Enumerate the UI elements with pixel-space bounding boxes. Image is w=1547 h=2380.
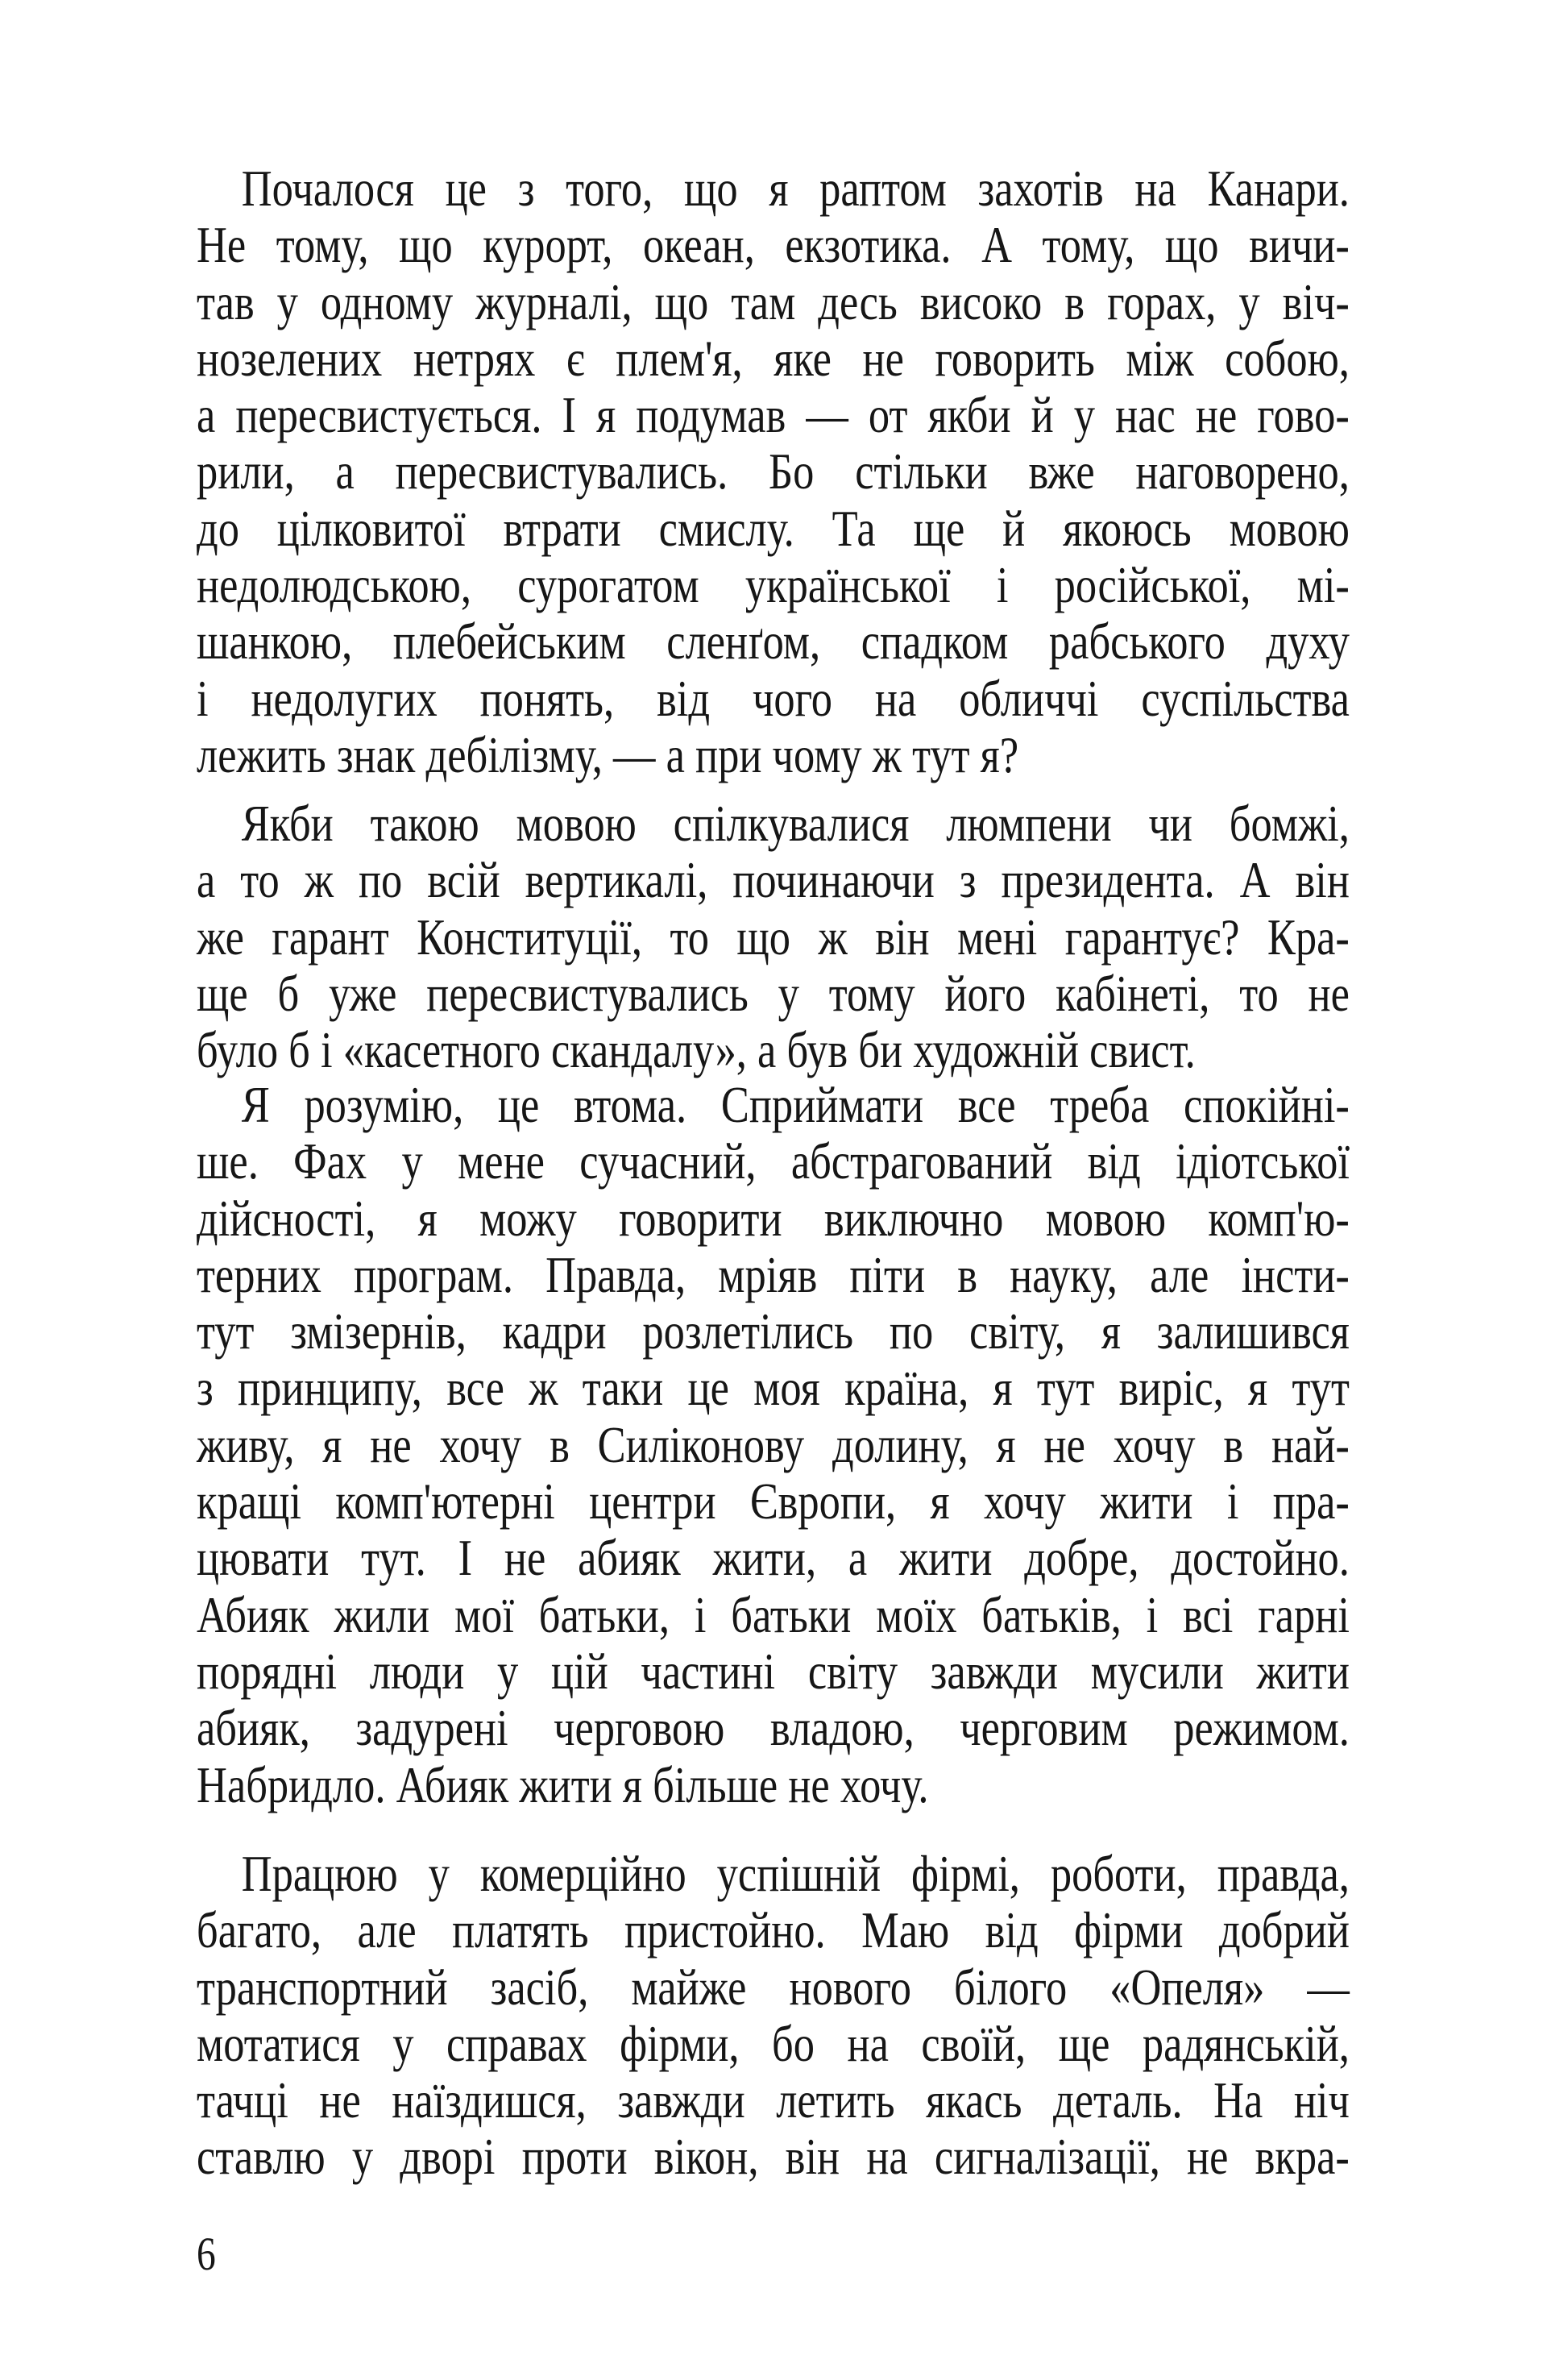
text-line-content: ше. Фах у мене сучасний, абстрагований від ідіотської: [197, 1132, 1350, 1190]
text-line: [197, 909, 1350, 966]
text-line-content: живу, я не хочу в Силіконову долину, я не хочу в най-: [197, 1415, 1350, 1473]
text-line: [197, 1077, 1350, 1133]
text-line: [197, 274, 1350, 330]
text-line-content: було б і «касетного скандалу», а був би художній свист.: [197, 1021, 1196, 1079]
text-line-content: рили, а пересвистувались. Бо стільки вже наговорено,: [197, 442, 1350, 501]
text-line: [197, 966, 1350, 1022]
text-line-content: ще б уже пересвистувались у тому його кабінеті, то не: [197, 964, 1350, 1022]
text-line: [197, 671, 1350, 727]
text-line-content: з принципу, все ж таки це моя країна, я тут виріс, я тут: [197, 1359, 1350, 1417]
text-line-content: абияк, задурені черговою владою, черговим режимом.: [197, 1699, 1350, 1757]
text-line-content: кращі комп'ютерні центри Європи, я хочу жити і пра-: [197, 1472, 1350, 1531]
text-line-content: шанкою, плебейським сленґом, спадком рабського духу: [197, 613, 1350, 671]
text-line-content: Якби такою мовою спілкувалися люмпени чи бомжі,: [241, 795, 1350, 852]
text-line: [197, 2016, 1350, 2072]
paragraph: [197, 160, 1350, 783]
text-line: [197, 501, 1350, 557]
paragraph: [197, 795, 1350, 1078]
text-line-content: Почалося це з того, що я раптом захотів на Канари.: [241, 160, 1350, 217]
text-line: [197, 1303, 1350, 1360]
text-line-content: тав у одному журналі, що там десь високо в горах, у віч-: [197, 272, 1350, 330]
text-line: [197, 217, 1350, 273]
text-line-content: транспортний засіб, майже нового білого «Опеля» —: [197, 1958, 1350, 2016]
text-line-content: Я розумію, це втома. Сприймати все треба спокійні-: [241, 1076, 1350, 1133]
paragraph: [197, 1077, 1350, 1813]
text-line: [197, 1643, 1350, 1700]
text-line: [197, 1247, 1350, 1303]
text-line-content: а пересвистується. І я подумав — от якби й у нас не гово-: [197, 386, 1350, 444]
text-line: [197, 1530, 1350, 1586]
text-line-content: же гарант Конституції, то що ж він мені гарантує? Кра-: [197, 908, 1350, 966]
text-line-content: багато, але платять пристойно. Маю від фірми добрий: [197, 1901, 1350, 1959]
text-line-content: мотатися у справах фірми, бо на своїй, ще радянській,: [197, 2014, 1350, 2072]
text-line-content: ставлю у дворі проти вікон, він на сигналізації, не вкра-: [197, 2128, 1350, 2186]
text-line: [197, 160, 1350, 217]
text-line: [197, 1902, 1350, 1958]
text-line-content: лежить знак дебілізму, — а при чому ж тут я?: [197, 725, 1019, 783]
text-line: [197, 1190, 1350, 1247]
text-line: [197, 387, 1350, 443]
text-line: [197, 1360, 1350, 1416]
text-line-content: тут змізернів, кадри розлетілись по світу, я залишився: [197, 1302, 1350, 1360]
text-line-content: Працюю у комерційно успішній фірмі, роботи, правда,: [241, 1845, 1350, 1902]
text-line-content: терних програм. Правда, мріяв піти в науку, але інсти-: [197, 1245, 1350, 1303]
text-line: [197, 1757, 1350, 1813]
text-line: [197, 443, 1350, 500]
text-line-content: а то ж по всій вертикалі, починаючи з президента. А він: [197, 851, 1350, 909]
text-line-content: Набридло. Абияк жити я більше не хочу.: [197, 1755, 929, 1813]
text-line: [197, 613, 1350, 670]
text-line-content: і недолугих понять, від чого на обличчі суспільства: [197, 669, 1350, 727]
text-line-content: недолюдською, сурогатом української і російської, мі-: [197, 556, 1350, 614]
text-line: [197, 1846, 1350, 1902]
text-line-content: Абияк жили мої батьки, і батьки моїх батьків, і всі гарні: [197, 1585, 1350, 1643]
text-line-content: до цілковитої втрати смислу. Та ще й якоюсь мовою: [197, 499, 1350, 557]
text-line-content: дійсності, я можу говорити виключно мовою комп'ю-: [197, 1189, 1350, 1247]
text-line-content: Не тому, що курорт, океан, екзотика. А тому, що вичи-: [197, 216, 1350, 274]
text-line: [197, 1473, 1350, 1530]
text-line: [197, 330, 1350, 387]
text-line: [197, 557, 1350, 613]
text-line: [197, 1959, 1350, 2016]
text-line: [197, 2072, 1350, 2129]
text-line: [197, 795, 1350, 852]
text-line: [197, 1133, 1350, 1190]
page-number: 6: [197, 2228, 216, 2280]
text-line-content: тачці не наїздишся, завжди летить якась деталь. На ніч: [197, 2071, 1350, 2129]
text-line-content: нозелених нетрях є плем'я, яке не говорить між собою,: [197, 329, 1350, 387]
text-line: [197, 1022, 1350, 1078]
text-line-content: цювати тут. І не абияк жити, а жити добре, достойно.: [197, 1529, 1350, 1587]
text-line: [197, 727, 1350, 783]
text-line-content: порядні люди у цій частині світу завжди мусили жити: [197, 1642, 1350, 1700]
text-line: [197, 1700, 1350, 1756]
text-line: [197, 1587, 1350, 1643]
text-line: [197, 1417, 1350, 1473]
text-line: [197, 852, 1350, 908]
paragraph: [197, 1846, 1350, 2186]
text-line: [197, 2129, 1350, 2185]
